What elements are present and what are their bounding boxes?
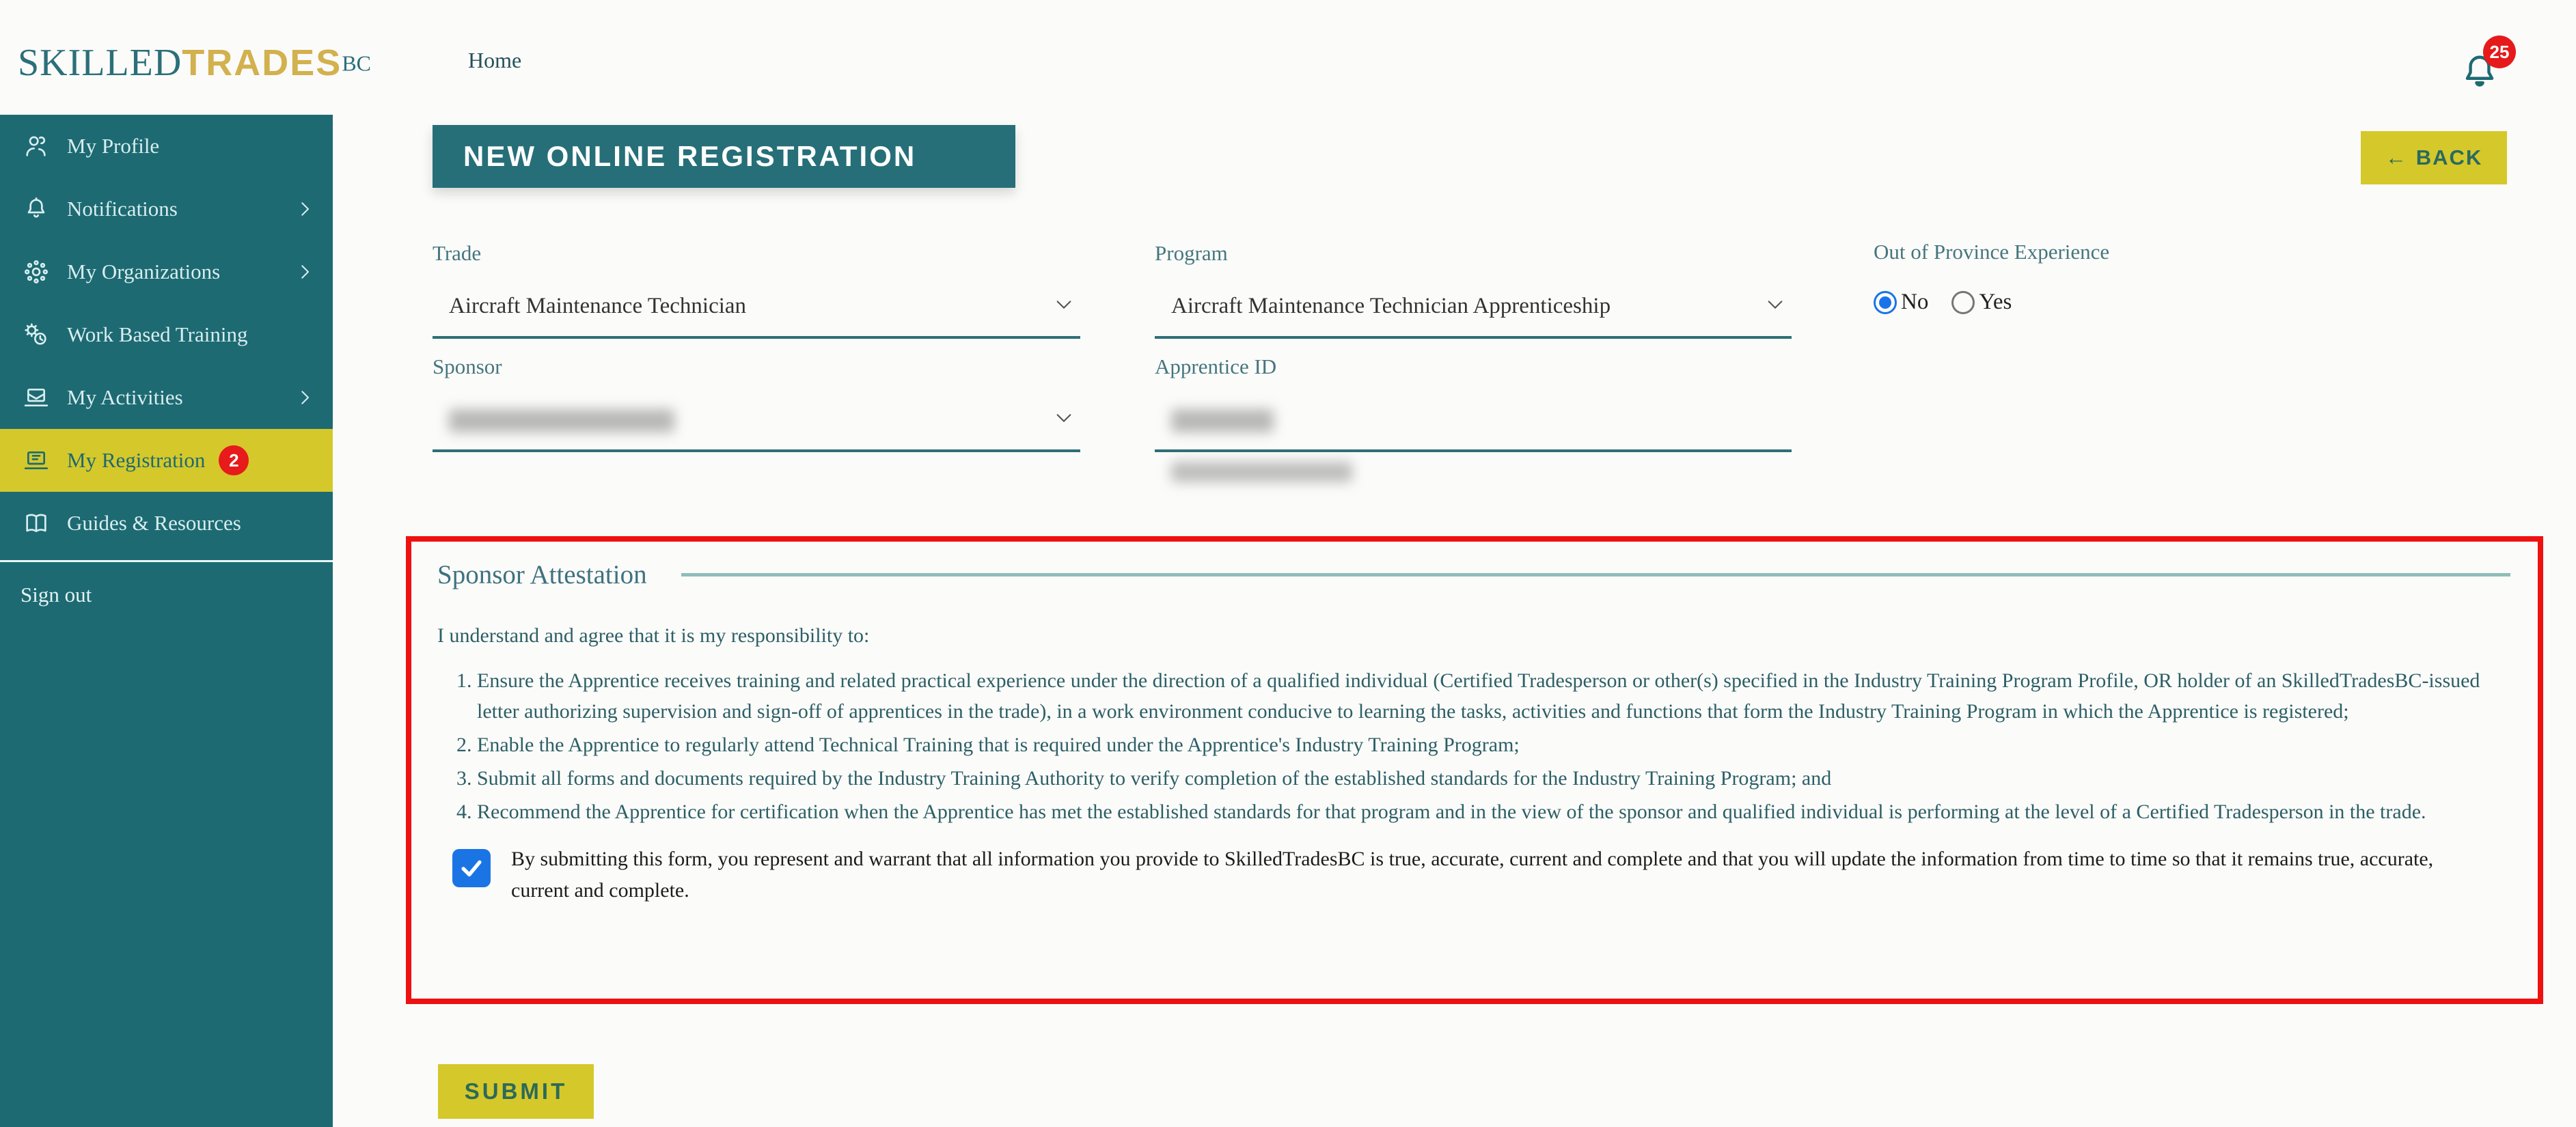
sidebar-item-label: Work Based Training [67,322,248,346]
program-field [1155,240,1792,339]
logo-skilled-text: SKILLED [18,42,182,84]
agreement-text: By submitting this form, you represent and warrant that all information you provide to SkilledTradesBC is true, accurate, current and complete and that you will update the information from time to time so that it remains true, accurate, current and complete. [511,848,2434,902]
back-button[interactable] [2361,131,2507,184]
organizations-icon [20,256,52,288]
sidebar-item-label: My Registration [67,448,206,472]
radio-no[interactable] [1874,291,1897,314]
apprentice-id-label: Apprentice ID [1155,354,1277,378]
bell-icon [20,193,52,225]
sponsor-field [433,354,1080,452]
sidebar [0,115,333,1127]
notification-count-badge: 25 [2483,36,2516,68]
sidebar-item-my-registration[interactable] [0,429,333,492]
attestation-item: 4. Recommend the Apprentice for certification when the Apprentice has met the established standards for that program and in the view of the sponsor and qualified individual is performing at the level of a Certified Tradesperson in the trade. [477,796,2497,827]
registration-count-badge: 2 [219,445,249,475]
registration-icon [20,445,52,476]
chevron-right-icon [294,262,315,282]
program-label: Program [1155,241,1228,265]
radio-dot [1879,296,1891,309]
trade-label: Trade [433,241,482,265]
profile-icon [20,130,52,162]
attestation-title: Sponsor Attestation [437,560,647,589]
logo-trades-text: TRADES [182,42,342,83]
skilledtradesbc-logo [18,41,371,85]
attestation-item: 3. Submit all forms and documents required by the Industry Training Authority to verify completion of the established standards for the Industry Training Program; and [477,763,2497,794]
program-select[interactable] [1155,283,1792,339]
out-of-province-field [1874,239,2109,315]
out-of-province-label: Out of Province Experience [1874,240,2110,264]
notifications-bell-button[interactable] [2458,36,2534,111]
activities-icon [20,382,52,413]
sidebar-item-my-organizations[interactable] [0,240,333,303]
apprentice-id-input[interactable] [1155,396,1792,452]
chevron-down-icon [1766,292,1785,317]
sidebar-item-my-activities[interactable] [0,366,333,429]
back-button-label: BACK [2415,145,2483,169]
redacted-apprentice-id-value [1171,409,1274,432]
attestation-intro: I understand and agree that it is my responsibility to: [437,624,870,647]
sidebar-item-label: My Activities [67,385,183,409]
radio-yes[interactable] [1951,291,1975,314]
training-icon [20,319,52,350]
trade-value: Aircraft Maintenance Technician [449,294,747,318]
program-value: Aircraft Maintenance Technician Apprenticeship [1171,294,1611,318]
sponsor-label: Sponsor [433,354,502,378]
agreement-checkbox[interactable] [452,849,491,887]
redacted-sponsor-value [449,409,674,432]
apprentice-id-field [1155,354,1792,482]
attestation-item: 1. Ensure the Apprentice receives training and related practical experience under the direction of a qualified individual (Certified Tradesperson or other(s) specified in the Industry Training Program Profile, OR holder of an SkilledTradesBC-issued letter authorizing supervision and sign-off of apprentices in the trade), in a work environment conducive to learning the tasks, activities and functions that form the Industry Training Program in which the Apprentice is registered; [477,665,2497,727]
attestation-list [437,665,2497,827]
trade-field [433,240,1080,339]
guides-icon [20,507,52,539]
logo-bc-text: BC [342,51,371,76]
chevron-down-icon [1054,292,1073,317]
sidebar-item-label: My Organizations [67,260,221,283]
sponsor-attestation-section [406,536,2543,1004]
sidebar-item-label: Notifications [67,197,178,221]
radio-yes-label[interactable]: Yes [1979,290,2012,314]
submit-button[interactable]: SUBMIT [438,1064,594,1119]
sidebar-item-guides-resources[interactable] [0,492,333,555]
sidebar-item-notifications[interactable] [0,178,333,240]
chevron-right-icon [294,199,315,219]
sidebar-item-my-profile[interactable] [0,115,333,178]
chevron-right-icon [294,387,315,408]
attestation-item: 2. Enable the Apprentice to regularly attend Technical Training that is required under the Apprentice's Industry Training Program; [477,729,2497,760]
trade-select[interactable] [433,283,1080,339]
back-arrow-icon: ← [2385,145,2408,169]
page-title: NEW ONLINE REGISTRATION [433,125,1015,188]
radio-no-label[interactable]: No [1901,290,1929,314]
checkmark-icon [458,855,484,881]
redacted-apprentice-name [1171,462,1352,482]
sponsor-select[interactable] [433,396,1080,452]
breadcrumb-home[interactable]: Home [468,48,522,72]
chevron-down-icon [1054,405,1073,430]
sidebar-item-label: Guides & Resources [67,511,241,535]
sidebar-item-work-based-training[interactable] [0,303,333,366]
attestation-title-rule [681,573,2510,576]
sidebar-item-label: My Profile [67,134,160,158]
sign-out-button[interactable]: Sign out [20,583,92,607]
